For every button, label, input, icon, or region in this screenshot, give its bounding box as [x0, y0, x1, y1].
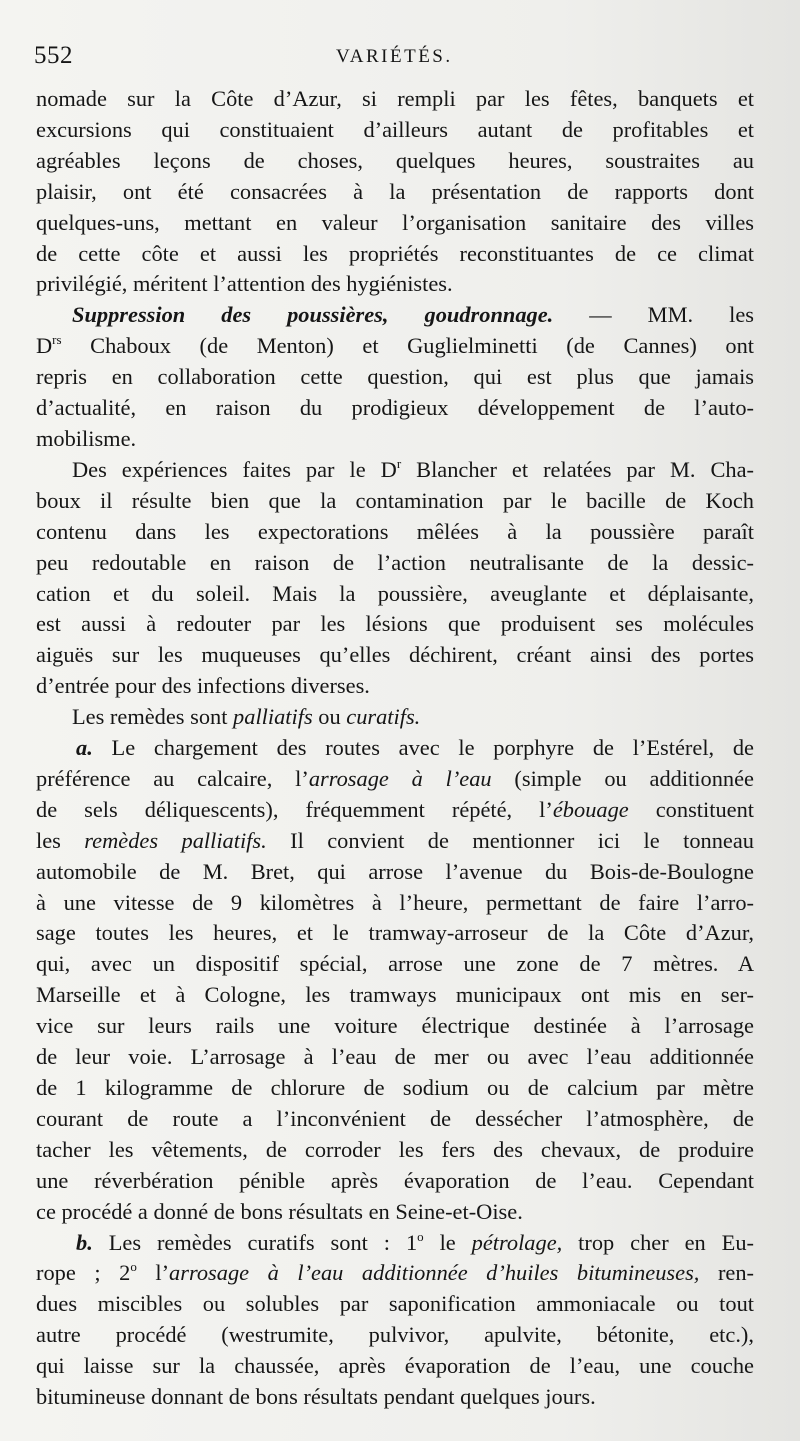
paragraph-dust — [36, 300, 754, 455]
italic-term: arrosage à l’eau additionnée d’huiles bitumineuses, — [169, 1260, 700, 1286]
text-line: bitumineuse donnant de bons résultats pendant quelques jours. — [36, 1384, 596, 1410]
text-line — [36, 764, 754, 795]
running-head: VARIÉTÉS. — [336, 46, 453, 67]
italic-term: remèdes palliatifs. — [84, 827, 267, 853]
text-line: tacher les vêtements, de corroder les fers des chevaux, de produire — [36, 1136, 754, 1162]
text-line: qui, avec un dispositif spécial, arrose une zone de 7 mètres. A — [36, 951, 754, 977]
text-line: privilégié, méritent l’attention des hygiénistes. — [36, 271, 453, 297]
text-run: l’ — [136, 1260, 170, 1286]
text-run: D — [36, 333, 53, 359]
text-run: (simple ou additionnée — [491, 765, 754, 791]
text-line: d’entrée pour des infections diverses. — [36, 673, 370, 699]
text-line: agréables leçons de choses, quelques heures, soustraites au — [36, 147, 754, 173]
text-run: Chaboux (de Menton) et Guglielminetti (de Cannes) ont — [61, 333, 754, 359]
italic-term: ébouage — [552, 796, 629, 822]
text-line — [36, 826, 754, 857]
paragraph-curative — [36, 1228, 754, 1413]
text-run: les — [36, 827, 85, 853]
text-run: de sels déliquescents), fréquemment répété, l’ — [36, 796, 553, 822]
text-line: boux il résulte bien que la contamination par le bacille de Koch — [36, 487, 754, 513]
text-line — [36, 300, 754, 331]
text-line: peu redoutable en raison de l’action neutralisante de la dessic- — [36, 549, 754, 575]
text-line: autre procédé (westrumite, pulvivor, apulvite, bétonite, etc.), — [36, 1322, 754, 1348]
italic-term: palliatifs — [233, 704, 313, 730]
superscript: r — [396, 455, 402, 471]
page-body — [36, 84, 754, 1413]
text-line — [36, 733, 754, 764]
text-line: excursions qui constituaient d’ailleurs autant de profitables et — [36, 116, 754, 142]
text-line — [36, 702, 754, 733]
text-line: contenu dans les expectorations mêlées à la poussière paraît — [36, 518, 754, 544]
text-line: automobile de M. Bret, qui arrose l’avenue du Bois-de-Boulogne — [36, 858, 754, 884]
section-heading: Suppression des poussières, goudronnage. — [72, 302, 554, 328]
text-line: qui laisse sur la chaussée, après évaporation de l’eau, une couche — [36, 1353, 754, 1379]
text-run: Le chargement des routes avec le porphyre de l’Estérel, de — [92, 735, 754, 761]
text-run: Il convient de mentionner ici le tonneau — [266, 827, 754, 853]
list-letter: b. — [76, 1229, 93, 1255]
text-line: Marseille et à Cologne, les tramways municipaux ont mis en ser- — [36, 982, 754, 1008]
paragraph-palliative — [36, 733, 754, 1228]
text-line: cation et du soleil. Mais la poussière, aveuglante et déplaisante, — [36, 580, 754, 606]
text-line: quelques-uns, mettant en valeur l’organisation sanitaire des villes — [36, 209, 754, 235]
text-line: à une vitesse de 9 kilomètres à l’heure, permettant de faire l’arro- — [36, 889, 754, 915]
paragraph-remedies — [36, 702, 754, 733]
italic-term: pétrolage, — [471, 1229, 563, 1255]
text-line: mobilisme. — [36, 425, 137, 451]
text-line: repris en collaboration cette question, qui est plus que jamais — [36, 364, 754, 390]
text-run: Les remèdes curatifs sont : 1 — [92, 1229, 418, 1255]
paragraph-experiments — [36, 455, 754, 702]
text-line: sage toutes les heures, et le tramway-arroseur de la Côte d’Azur, — [36, 920, 754, 946]
text-run: préférence au calcaire, l’ — [36, 765, 309, 791]
list-letter: a. — [76, 735, 93, 761]
text-line: dues miscibles ou solubles par saponification ammoniacale ou tout — [36, 1291, 754, 1317]
text-line: de leur voie. L’arrosage à l’eau de mer ou avec l’eau additionnée — [36, 1044, 754, 1070]
text-line: est aussi à redouter par les lésions que produisent ses molécules — [36, 611, 754, 637]
text-run: — MM. les — [553, 302, 754, 328]
text-line: de 1 kilogramme de chlorure de sodium ou de calcium par mètre — [36, 1075, 754, 1100]
text-run: le — [423, 1229, 472, 1255]
text-line — [36, 1228, 754, 1259]
text-line — [36, 1258, 754, 1289]
superscript: o — [130, 1259, 137, 1275]
paragraph-intro — [36, 84, 754, 300]
text-line: nomade sur la Côte d’Azur, si rempli par les fêtes, banquets et — [36, 86, 754, 111]
text-run: Des expériences faites par le D — [72, 456, 397, 482]
text-line: aiguës sur les muqueuses qu’elles déchirent, créant ainsi des portes — [36, 642, 754, 668]
text-line: vice sur leurs rails une voiture électrique destinée à l’arrosage — [36, 1013, 754, 1039]
text-line: ce procédé a donné de bons résultats en Seine-et-Oise. — [36, 1198, 523, 1224]
text-line: plaisir, ont été consacrées à la présentation de rapports dont — [36, 178, 754, 204]
text-line — [36, 331, 754, 362]
text-run: Les remèdes sont — [72, 704, 234, 730]
text-line: d’actualité, en raison du prodigieux développement de l’auto- — [36, 395, 754, 421]
text-run: ou — [312, 704, 347, 730]
page-number: 552 — [34, 42, 73, 69]
text-line — [36, 795, 754, 826]
page-header — [34, 38, 760, 78]
superscript: rs — [52, 332, 62, 348]
text-run: constituent — [628, 796, 754, 822]
text-run: Blancher et relatées par M. Cha- — [401, 456, 755, 482]
italic-term: curatifs. — [346, 704, 421, 730]
text-run: rope ; 2 — [36, 1260, 131, 1286]
text-line — [36, 455, 754, 486]
text-run: ren- — [699, 1260, 754, 1286]
italic-term: arrosage à l’eau — [308, 765, 492, 791]
superscript: o — [417, 1228, 424, 1244]
text-line: une réverbération pénible après évaporation de l’eau. Cependant — [36, 1167, 754, 1193]
text-run: trop cher en Eu- — [562, 1229, 755, 1255]
text-line: de cette côte et aussi les propriétés reconstituantes de ce climat — [36, 240, 754, 266]
text-line: courant de route a l’inconvénient de dessécher l’atmosphère, de — [36, 1105, 754, 1131]
